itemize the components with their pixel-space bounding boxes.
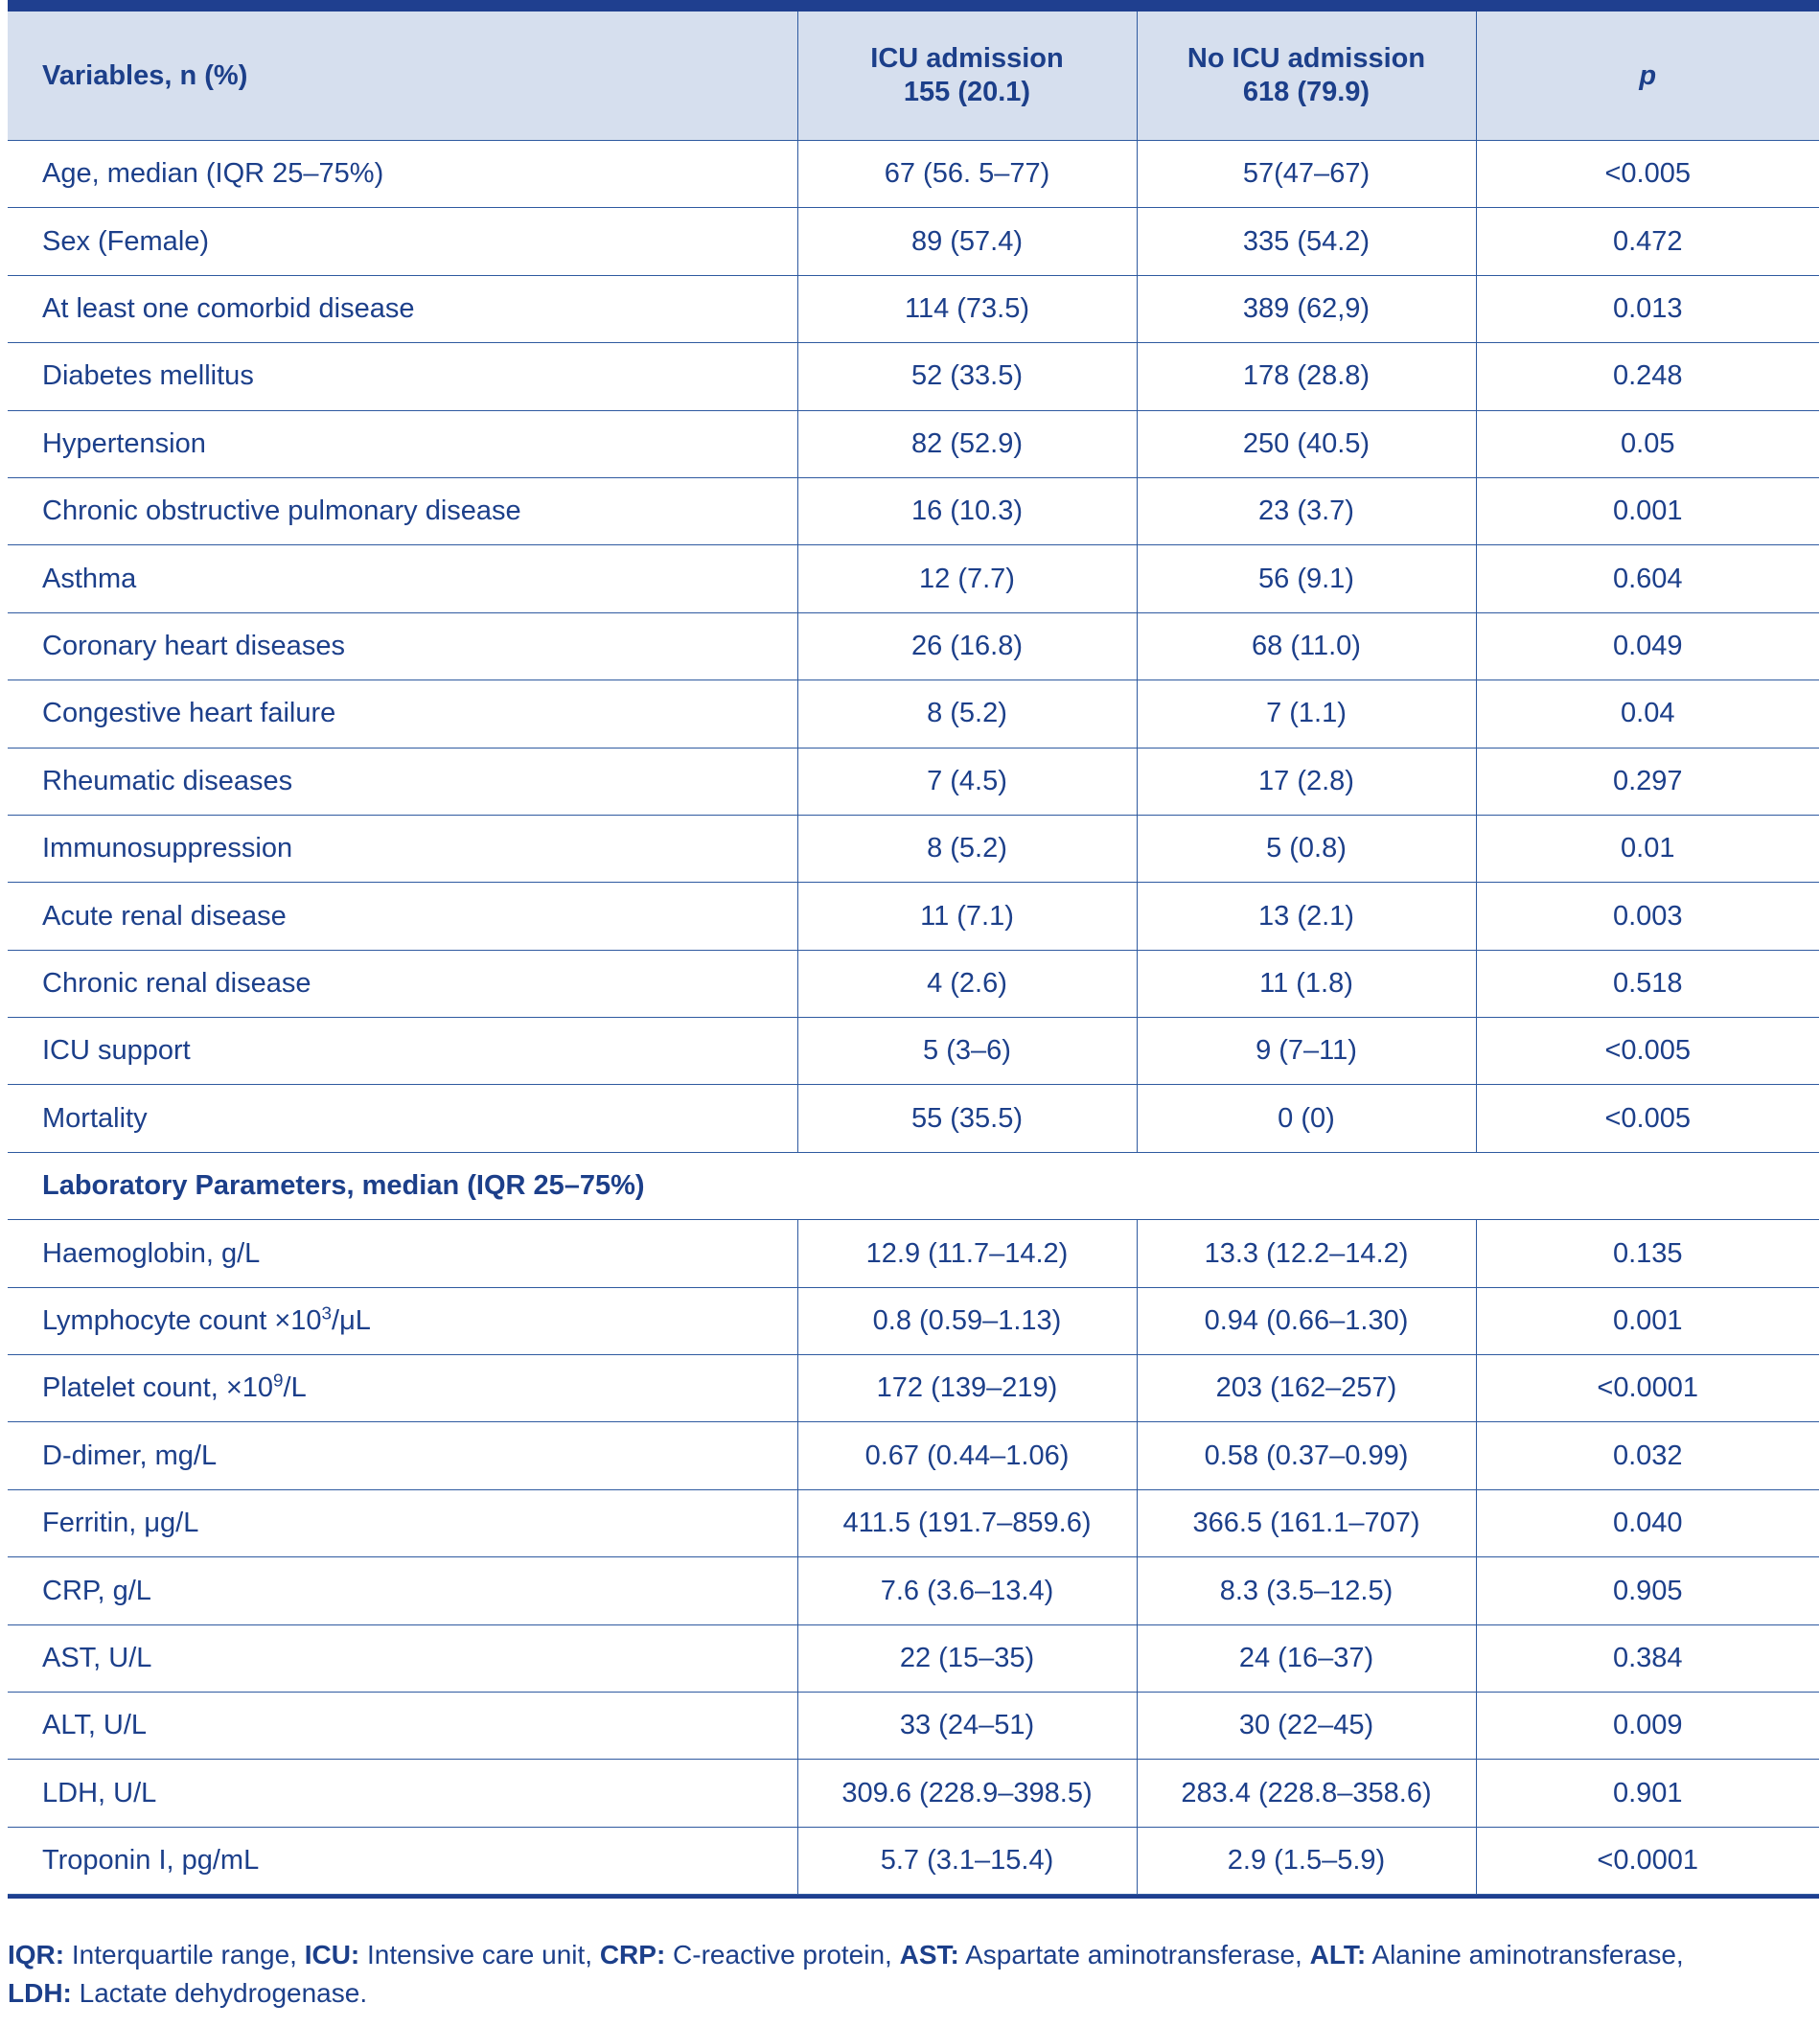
header-p-label: p [1639,59,1657,91]
icu-value: 52 (33.5) [797,343,1137,410]
p-value: 0.384 [1476,1624,1819,1692]
table-row [8,950,1819,1017]
row-label-main: Lymphocyte count ×10 [42,1304,322,1336]
icu-value: 172 (139–219) [797,1355,1137,1422]
no-icu-value: 57(47–67) [1137,141,1476,208]
table-row [8,141,1819,208]
icu-value: 89 (57.4) [797,208,1137,275]
no-icu-value: 68 (11.0) [1137,612,1476,680]
header-p-value [1476,12,1819,141]
row-label: Ferritin, μg/L [8,1489,797,1556]
header-row [8,12,1819,141]
p-value: <0.005 [1476,1018,1819,1085]
icu-comparison-table [8,12,1819,1895]
icu-value: 411.5 (191.7–859.6) [797,1489,1137,1556]
p-value: <0.005 [1476,1085,1819,1152]
section-heading-laboratory: Laboratory Parameters, median (IQR 25–75%) [8,1152,1819,1219]
row-label: Sex (Female) [8,208,797,275]
icu-value: 33 (24–51) [797,1692,1137,1759]
bottom-rule [8,1895,1819,1899]
row-label-unit: /L [283,1372,307,1404]
no-icu-value: 283.4 (228.8–358.6) [1137,1760,1476,1827]
icu-value: 4 (2.6) [797,950,1137,1017]
icu-value: 22 (15–35) [797,1624,1137,1692]
table-row [8,410,1819,477]
table-footnote [8,1936,1771,2013]
icu-value: 5 (3–6) [797,1018,1137,1085]
p-value: 0.472 [1476,208,1819,275]
table-row [8,680,1819,748]
footnote-ldh-abbr: LDH: [8,1978,72,2008]
icu-value: 309.6 (228.9–398.5) [797,1760,1137,1827]
no-icu-value: 23 (3.7) [1137,477,1476,544]
row-label: Rheumatic diseases [8,748,797,815]
icu-value: 55 (35.5) [797,1085,1137,1152]
row-label: CRP, g/L [8,1557,797,1624]
p-value: 0.905 [1476,1557,1819,1624]
no-icu-value: 5 (0.8) [1137,815,1476,882]
no-icu-value: 13 (2.1) [1137,883,1476,950]
header-no-icu-count: 618 (79.9) [1242,77,1371,107]
table-row [8,1827,1819,1894]
table-row [8,1760,1819,1827]
p-value: 0.297 [1476,748,1819,815]
row-label: LDH, U/L [8,1760,797,1827]
no-icu-value: 9 (7–11) [1137,1018,1476,1085]
no-icu-value: 366.5 (161.1–707) [1137,1489,1476,1556]
row-label: Coronary heart diseases [8,612,797,680]
footnote-alt-text: Alanine aminotransferase, [1366,1940,1684,1969]
p-value: 0.248 [1476,343,1819,410]
no-icu-value: 0.58 (0.37–0.99) [1137,1422,1476,1489]
row-label: Congestive heart failure [8,680,797,748]
row-label: D-dimer, mg/L [8,1422,797,1489]
p-value: <0.0001 [1476,1355,1819,1422]
p-value: 0.01 [1476,815,1819,882]
icu-value: 82 (52.9) [797,410,1137,477]
footnote-icu-abbr: ICU: [304,1940,360,1969]
table-row [8,1018,1819,1085]
no-icu-value: 335 (54.2) [1137,208,1476,275]
table-row [8,545,1819,612]
table-row [8,1489,1819,1556]
icu-value: 0.67 (0.44–1.06) [797,1422,1137,1489]
p-value: 0.04 [1476,680,1819,748]
header-icu-admission [797,12,1137,141]
no-icu-value: 30 (22–45) [1137,1692,1476,1759]
footnote-crp-text: C-reactive protein, [665,1940,900,1969]
no-icu-value: 2.9 (1.5–5.9) [1137,1827,1476,1894]
p-value: 0.013 [1476,275,1819,342]
no-icu-value: 203 (162–257) [1137,1355,1476,1422]
row-label: Chronic renal disease [8,950,797,1017]
p-value: 0.049 [1476,612,1819,680]
top-rule [8,0,1819,12]
row-label: Troponin I, pg/mL [8,1827,797,1894]
footnote-alt-abbr: ALT: [1309,1940,1367,1969]
no-icu-value: 178 (28.8) [1137,343,1476,410]
icu-value: 114 (73.5) [797,275,1137,342]
no-icu-value: 17 (2.8) [1137,748,1476,815]
no-icu-value: 0 (0) [1137,1085,1476,1152]
icu-value: 7 (4.5) [797,748,1137,815]
row-label-unit: /μL [332,1304,371,1336]
p-value: 0.001 [1476,1287,1819,1354]
table-row [8,815,1819,882]
footnote-icu-text: Intensive care unit, [359,1940,600,1969]
icu-value: 0.8 (0.59–1.13) [797,1287,1137,1354]
icu-value: 12.9 (11.7–14.2) [797,1220,1137,1287]
table-row [8,1355,1819,1422]
header-icu-count: 155 (20.1) [903,77,1031,107]
row-label: AST, U/L [8,1624,797,1692]
p-value: 0.518 [1476,950,1819,1017]
icu-value: 5.7 (3.1–15.4) [797,1827,1137,1894]
table-row [8,275,1819,342]
p-value: 0.009 [1476,1692,1819,1759]
header-icu-title: ICU admission [870,43,1064,75]
icu-value: 11 (7.1) [797,883,1137,950]
table-row [8,477,1819,544]
table-row [8,1557,1819,1624]
row-label-main: Platelet count, ×10 [42,1372,274,1404]
no-icu-value: 11 (1.8) [1137,950,1476,1017]
table-row [8,1624,1819,1692]
row-label: Haemoglobin, g/L [8,1220,797,1287]
p-value: 0.05 [1476,410,1819,477]
row-label: Immunosuppression [8,815,797,882]
row-label: Hypertension [8,410,797,477]
p-value: 0.040 [1476,1489,1819,1556]
icu-value: 26 (16.8) [797,612,1137,680]
no-icu-value: 0.94 (0.66–1.30) [1137,1287,1476,1354]
row-label-exponent: 9 [273,1370,284,1391]
p-value: 0.901 [1476,1760,1819,1827]
footnote-iqr-text: Interquartile range, [64,1940,305,1969]
p-value: 0.135 [1476,1220,1819,1287]
row-label [8,1287,797,1354]
table-row [8,1422,1819,1489]
row-label: Acute renal disease [8,883,797,950]
icu-value: 8 (5.2) [797,815,1137,882]
row-label: Diabetes mellitus [8,343,797,410]
section-row [8,1152,1819,1219]
row-label-exponent: 3 [321,1302,333,1324]
icu-value: 16 (10.3) [797,477,1137,544]
table-row [8,343,1819,410]
footnote-ast-text: Aspartate aminotransferase, [958,1940,1310,1969]
table-row [8,883,1819,950]
table-row [8,748,1819,815]
table-row [8,208,1819,275]
row-label: ICU support [8,1018,797,1085]
no-icu-value: 7 (1.1) [1137,680,1476,748]
table-row [8,1085,1819,1152]
row-label: Age, median (IQR 25–75%) [8,141,797,208]
no-icu-value: 250 (40.5) [1137,410,1476,477]
no-icu-value: 8.3 (3.5–12.5) [1137,1557,1476,1624]
row-label: Asthma [8,545,797,612]
no-icu-value: 389 (62,9) [1137,275,1476,342]
p-value: 0.003 [1476,883,1819,950]
footnote-iqr-abbr: IQR: [8,1940,65,1969]
footnote-ldh-text: Lactate dehydrogenase. [71,1978,368,2008]
table-row [8,1287,1819,1354]
row-label: At least one comorbid disease [8,275,797,342]
footnote-ast-abbr: AST: [899,1940,959,1969]
row-label: ALT, U/L [8,1692,797,1759]
icu-value: 8 (5.2) [797,680,1137,748]
header-no-icu-admission [1137,12,1476,141]
no-icu-value: 56 (9.1) [1137,545,1476,612]
table-body [8,141,1819,1895]
icu-value: 67 (56. 5–77) [797,141,1137,208]
p-value: 0.604 [1476,545,1819,612]
icu-value: 12 (7.7) [797,545,1137,612]
p-value: 0.032 [1476,1422,1819,1489]
row-label [8,1355,797,1422]
icu-value: 7.6 (3.6–13.4) [797,1557,1137,1624]
table-row [8,1220,1819,1287]
p-value: <0.0001 [1476,1827,1819,1894]
table-row [8,612,1819,680]
no-icu-value: 24 (16–37) [1137,1624,1476,1692]
header-variables: Variables, n (%) [8,12,797,141]
row-label: Mortality [8,1085,797,1152]
footnote-crp-abbr: CRP: [599,1940,666,1969]
data-table-container [8,0,1819,1899]
no-icu-value: 13.3 (12.2–14.2) [1137,1220,1476,1287]
row-label: Chronic obstructive pulmonary disease [8,477,797,544]
table-row [8,1692,1819,1759]
p-value: 0.001 [1476,477,1819,544]
header-no-icu-title: No ICU admission [1186,43,1426,75]
p-value: <0.005 [1476,141,1819,208]
